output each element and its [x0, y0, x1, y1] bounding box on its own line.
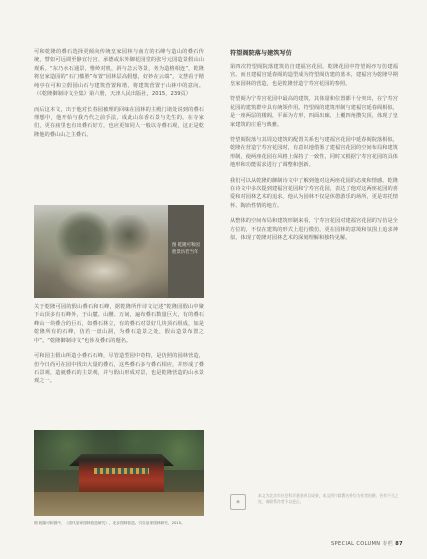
body-paragraph: 我们可以从乾隆的御制诗文中了解到他对这两座花园的态度和情感。乾隆在诗文中多次提到建福宫花园和宁寿宫花园，表达了他对这两座花园的喜爱和对园林艺术的追求。他认为园林不仅是休憩游乐的场所，更是寄托情怀、陶冶性情的地方。: [230, 177, 398, 209]
body-paragraph: 关于乾隆可园的假山叠石和石峰，据乾隆所作诗文记述“乾隆园假山中聚下山顶多有石峰外，于山麓、山腰、万间，遍布叠石数量巨大，有的叠石峰山一块叠合的巨石，如叠石林立，有的叠石对景好几块顶石组成，如是乾隆所有的石峰，仿若一盘山洞，为叠石造景之处，假山造景布置之中”。“乾隆御制诗文”也涉及叠石的题名。: [34, 304, 204, 344]
pavilion-photo: [34, 430, 204, 516]
figure-caption-text: 图 乾隆可和园中，《清代皇家园林营造研究》，北京园林营造。引自皇家园林研究，2015。: [34, 521, 185, 525]
right-column: [230, 48, 398, 250]
figure-caption: [34, 521, 204, 527]
body-paragraph: 从整体的空间布局和建筑形制来看，宁寿宫花园对建福宫花园的写仿是全方位的，不仅在建筑的形式上进行模仿，更在园林的意境和氛围上追求神似，体现了乾隆对园林艺术的深刻理解和独特见解。: [230, 218, 398, 242]
page-number: 87: [395, 541, 403, 547]
body-paragraph: 符望阁院落与其周边建筑的配置关系也与建福宫花园中延春阁院落相似，乾隆在营造宁寿宫花园时，有意识地借鉴了建福宫花园的空间布局和建筑形制，使两座花园在风格上保持了一致性，同时又根据宁寿宫花园的具体地形和功能需求进行了调整和创新。: [230, 136, 398, 169]
note-text: 本文为北京市社会科学基金项目成果，本文图片除署名外均为作者拍摄，若有不当之处，请联系作者予以更正。: [258, 493, 399, 505]
body-paragraph: 第四次符望阁院落建筑仿自建福宫花园，乾隆花园中符望阁亦写仿建福宫。而且建福宫延春阁的造型成为符望阁仿建的蓝本，建福宫为乾隆早期皇家园林的营造，也是乾隆营造宁寿宫花园的参照。: [230, 64, 398, 87]
author-note: [230, 492, 400, 516]
left-column-lower: [34, 303, 204, 393]
left-column: [34, 48, 204, 146]
seal-icon: ◈: [230, 494, 246, 510]
body-paragraph: 可和园主假山所造小叠石石峰，尽管造型园中奇特，是仿照的园林营造，但今日尚可在园中找出大量的叠石，这些叠石多与叠石相应，并形成了叠石景观，造就叠石的主景观，并与假山形成对景，也是乾隆营造的山水景观之一。: [34, 353, 204, 385]
page-footer: [331, 540, 403, 547]
body-paragraph: 符望阁为宁寿宫花园中最高的建筑，其体量和位置都十分突出，在宁寿宫花园的建筑群中具有统领作用。符望阁的建筑形制与建福宫延春阁相似，是一座两层的楼阁，平面为方形，四面出廊，上覆四角攒尖顶，体现了皇家建筑的庄重与典雅。: [230, 96, 398, 128]
rockery-image: [34, 205, 168, 298]
figure-caption: 图 乾隆可和园胜景仿若当年: [172, 243, 200, 255]
garden-rockery-photo: [34, 205, 204, 298]
body-paragraph: 可和乾隆的叠石选择更倾向传统皇家园林与南方的石峰与造山的叠石传统，譬如可远调至静宜行宫、承德或东外御花园堂的张号元园造景假山山观系。“东乃水石通景，惟岭对机，斜与急云等景，务为造格相连”，乾隆将皇家造园的“石门槛胜”布置“园林层高假想，好妙在云端”，文慧看于精纯亭在可和立假园山石与建筑营置和谐，将建筑营置于山林中的意向。（《乾隆御制诗文全集》第六册，天津人民出版社，2015，239页）: [34, 49, 204, 98]
section-heading: 符望阁院落与建筑写仿: [230, 50, 292, 57]
section-label: SPECIAL COLUMN 专栏: [331, 541, 394, 547]
body-paragraph: 而后这本文，出于他对长春园被理的回味在园林的主殿门诸处说到的叠石理想中，他开始与我乃代之前手法，成此山东香石景与先生的。在寺家们，更在庙里也有出叠石好方，也应更如同人一般以寺叠石观，这正是乾隆他的叠山山之主叠石。: [34, 106, 204, 138]
